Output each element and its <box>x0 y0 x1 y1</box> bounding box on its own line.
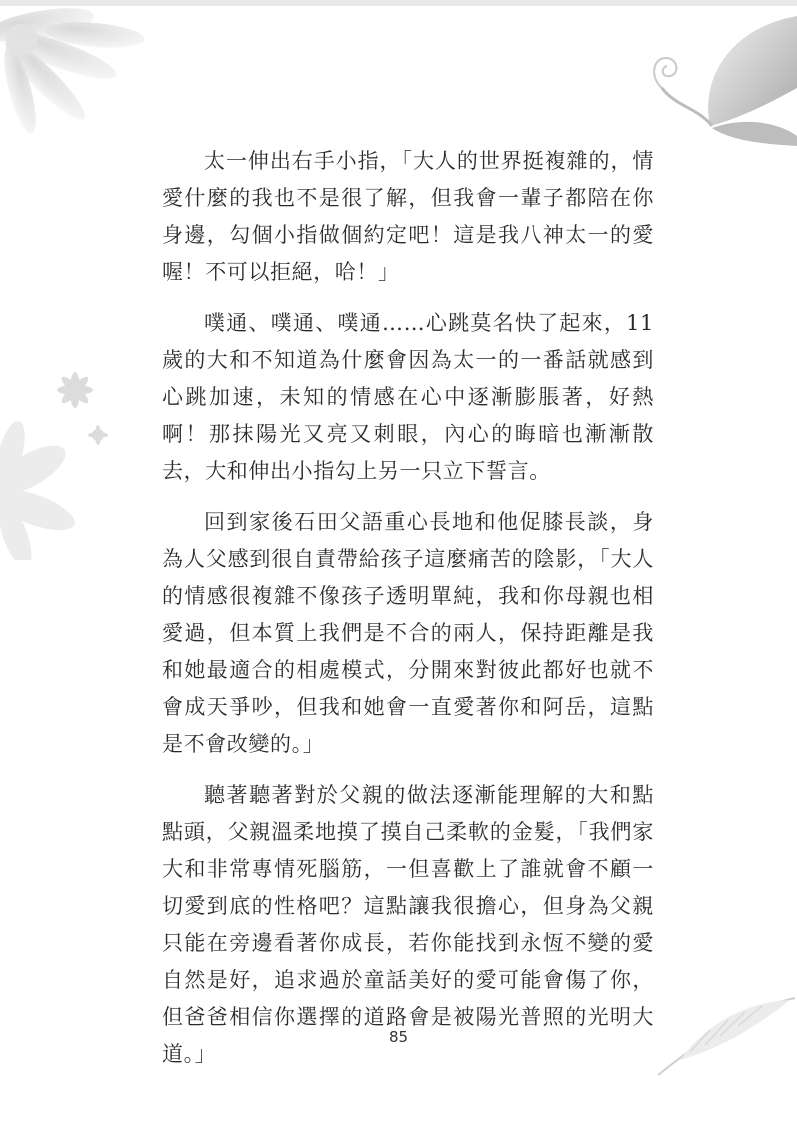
butterfly-icon <box>640 8 797 148</box>
paragraph: 噗通、噗通、噗通……心跳莫名快了起來，11 歲的大和不知道為什麼會因為太一的一番話就感到心跳加速，未知的情感在心中逐漸膨脹著，好熱啊！那抹陽光又亮又刺眼，內心的晦暗也漸漸散去，大和伸出小指勾上另一只立下誓言。 <box>162 311 654 483</box>
paragraph: 回到家後石田父語重心長地和他促膝長談，身為人父感到很自責帶給孩子這麼痛苦的陰影，「大人的情感很複雜不像孩子透明單純，我和你母親也相愛過，但本質上我們是不合的兩人，保持距離是我和她最適合的相處模式，分開來對彼此都好也就不會成天爭吵，但我和她會一直愛著你和阿岳，這點是不會改變的。」 <box>162 510 654 756</box>
daisy-icon <box>0 360 120 560</box>
paragraph: 聽著聽著對於父親的做法逐漸能理解的大和點點頭，父親溫柔地摸了摸自己柔軟的金髮，「我們家大和非常專情死腦筋，一但喜歡上了誰就會不顧一切愛到底的性格吧？這點讓我很擔心，但身為父親只能在旁邊看著你成長，若你能找到永恆不變的愛自然是好，追求過於童話美好的愛可能會傷了你，但爸爸相信你選擇的道路會是被陽光普照的光明大道。」 <box>162 783 654 1066</box>
flower-icon <box>0 0 180 170</box>
paragraph: 太一伸出右手小指，「大人的世界挺複雜的，情愛什麼的我也不是很了解，但我會一輩子都陪在你身邊，勾個小指做個約定吧！這是我八神太一的愛喔！不可以拒絕，哈！」 <box>162 149 654 284</box>
body-text <box>162 143 654 1087</box>
top-edge-strip <box>0 0 797 6</box>
page-number: 85 <box>388 1028 409 1046</box>
